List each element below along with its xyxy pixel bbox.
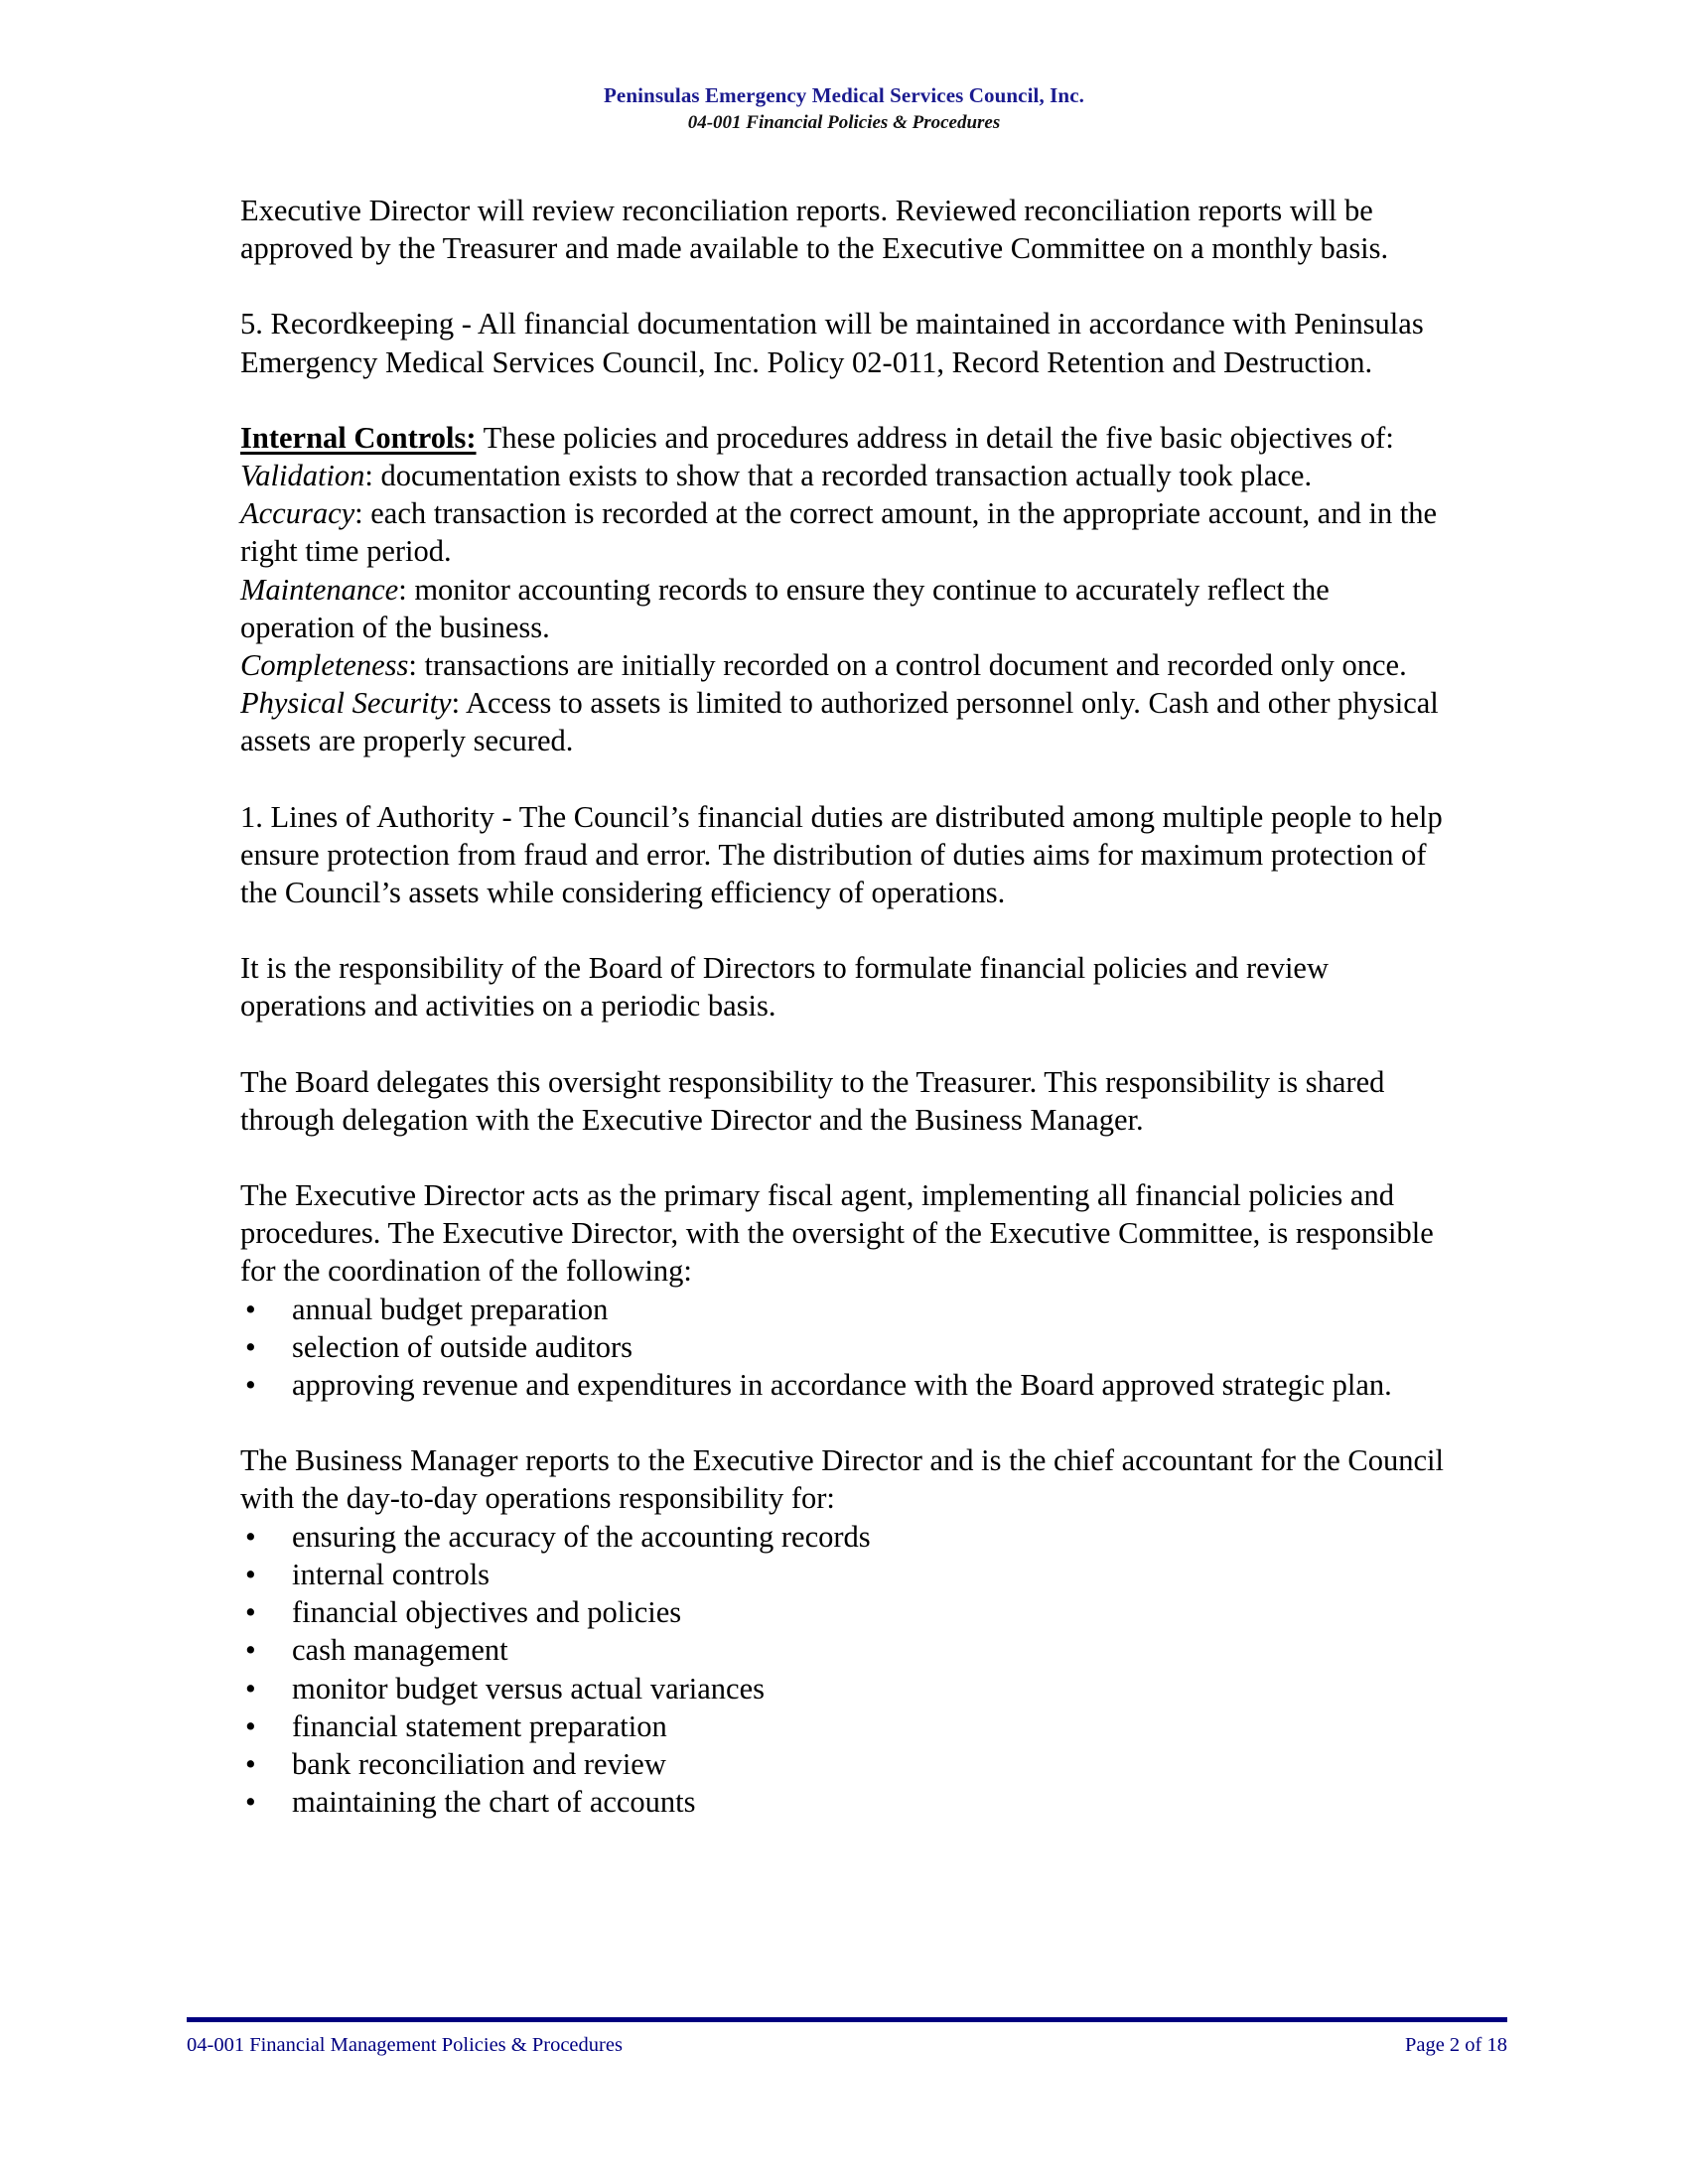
list-item xyxy=(240,1707,1451,1745)
paragraph-spacer xyxy=(240,911,1451,949)
objective-text: documentation exists to show that a recorded transaction actually took place. xyxy=(380,459,1313,493)
list-item xyxy=(240,1670,1451,1707)
internal-controls-heading: Internal Controls: xyxy=(240,420,477,455)
objective-separator: : xyxy=(364,459,381,493)
bullet-icon: • xyxy=(245,1671,256,1706)
objective-text: transactions are initially recorded on a control document and recorded only once. xyxy=(424,648,1407,683)
page-footer xyxy=(187,2017,1507,2057)
objective-separator: : xyxy=(408,648,425,683)
list-item xyxy=(240,1593,1451,1631)
paragraph-lines-of-authority: 1. Lines of Authority - The Council’s financial duties are distributed among multiple people to help ensure protection from fraud and error. The distribution of duties aims for maximum protection of the Council’s assets while considering efficiency of operations. xyxy=(240,799,1443,910)
header-organization-title: Peninsulas Emergency Medical Services Council, Inc. xyxy=(604,83,1084,107)
bullet-icon: • xyxy=(245,1633,256,1668)
objective-text: each transaction is recorded at the correct amount, in the appropriate account, and in the right time period. xyxy=(240,496,1438,569)
footer-divider xyxy=(187,2017,1507,2022)
list-item-label: maintaining the chart of accounts xyxy=(292,1785,696,1820)
objective-separator: : xyxy=(398,572,415,607)
objective-validation xyxy=(240,457,1451,494)
objective-term: Validation xyxy=(240,459,365,493)
objective-accuracy xyxy=(240,494,1451,570)
objective-term: Accuracy xyxy=(240,496,355,531)
objective-term: Physical Security xyxy=(240,686,452,721)
objective-separator: : xyxy=(451,686,466,721)
paragraph-board-delegates: The Board delegates this oversight responsibility to the Treasurer. This responsibility is shared through delegation with the Executive Director and the Business Manager. xyxy=(240,1064,1385,1137)
objective-term: Completeness xyxy=(240,648,409,683)
list-item xyxy=(240,1328,1451,1366)
paragraph-spacer xyxy=(240,760,1451,798)
paragraph-executive-director: The Executive Director acts as the primary fiscal agent, implementing all financial policies and procedures. The Executive Director, with the oversight of the Executive Committee, is responsible for the coordination of the following: xyxy=(240,1178,1434,1289)
list-item-label: approving revenue and expenditures in accordance with the Board approved strategic plan. xyxy=(292,1368,1392,1403)
list-item-label: ensuring the accuracy of the accounting records xyxy=(292,1519,871,1554)
objective-separator: : xyxy=(354,496,371,531)
footer-page-number: Page 2 of 18 xyxy=(1404,2034,1507,2056)
list-item-label: internal controls xyxy=(292,1557,491,1591)
list-item xyxy=(240,1366,1451,1404)
paragraph-spacer xyxy=(240,1025,1451,1063)
executive-director-bullet-list xyxy=(240,1291,1451,1405)
list-item-label: cash management xyxy=(292,1633,508,1668)
footer-content xyxy=(187,2034,1507,2057)
bullet-icon: • xyxy=(245,1595,256,1630)
paragraph-board-responsibility: It is the responsibility of the Board of Directors to formulate financial policies and review operations and activities on a periodic basis. xyxy=(240,951,1329,1024)
bullet-icon: • xyxy=(245,1519,256,1554)
paragraph-recordkeeping: 5. Recordkeeping - All financial documentation will be maintained in accordance with Peninsulas Emergency Medical Services Council, Inc. Policy 02-011, Record Retention and Destruction. xyxy=(240,307,1424,379)
bullet-icon: • xyxy=(245,1785,256,1820)
list-item-label: selection of outside auditors xyxy=(292,1329,633,1364)
list-item xyxy=(240,1556,1451,1593)
list-item xyxy=(240,1291,1451,1328)
objective-text: monitor accounting records to ensure they continue to accurately reflect the operation of the business. xyxy=(240,572,1330,644)
bullet-icon: • xyxy=(245,1557,256,1591)
bullet-icon: • xyxy=(245,1329,256,1364)
page-header xyxy=(0,83,1688,135)
internal-controls-intro-text: These policies and procedures address in detail the five basic objectives of: xyxy=(476,420,1394,455)
objective-term: Maintenance xyxy=(240,572,399,607)
objective-text: Access to assets is limited to authorized personnel only. Cash and other physical assets are properly secured. xyxy=(240,686,1439,758)
document-body xyxy=(240,192,1451,1821)
bullet-icon: • xyxy=(245,1368,256,1403)
list-item-label: bank reconciliation and review xyxy=(292,1746,666,1781)
footer-document-reference: 04-001 Financial Management Policies & Procedures xyxy=(187,2034,623,2056)
paragraph-spacer xyxy=(240,1404,1451,1441)
paragraph-business-manager: The Business Manager reports to the Executive Director and is the chief accountant for the Council with the day-to-day operations responsibility for: xyxy=(240,1443,1444,1516)
list-item-label: financial statement preparation xyxy=(292,1708,667,1743)
paragraph-spacer xyxy=(240,381,1451,419)
list-item xyxy=(240,1745,1451,1783)
paragraph-spacer xyxy=(240,267,1451,305)
objective-maintenance xyxy=(240,571,1451,646)
list-item-label: financial objectives and policies xyxy=(292,1595,682,1630)
objective-completeness xyxy=(240,646,1451,684)
paragraph-continuation: Executive Director will review reconciliation reports. Reviewed reconciliation reports will be approved by the Treasurer and made available to the Executive Committee on a monthly basis. xyxy=(240,194,1389,266)
bullet-icon: • xyxy=(245,1292,256,1326)
business-manager-bullet-list xyxy=(240,1518,1451,1822)
paragraph-internal-controls-intro xyxy=(240,419,1451,457)
bullet-icon: • xyxy=(245,1708,256,1743)
list-item-label: annual budget preparation xyxy=(292,1292,609,1326)
list-item xyxy=(240,1631,1451,1669)
list-item xyxy=(240,1518,1451,1556)
objective-physical-security xyxy=(240,684,1451,759)
list-item xyxy=(240,1783,1451,1821)
paragraph-spacer xyxy=(240,1139,1451,1176)
bullet-icon: • xyxy=(245,1746,256,1781)
header-document-title: 04-001 Financial Policies & Procedures xyxy=(687,111,1001,133)
list-item-label: monitor budget versus actual variances xyxy=(292,1671,765,1706)
